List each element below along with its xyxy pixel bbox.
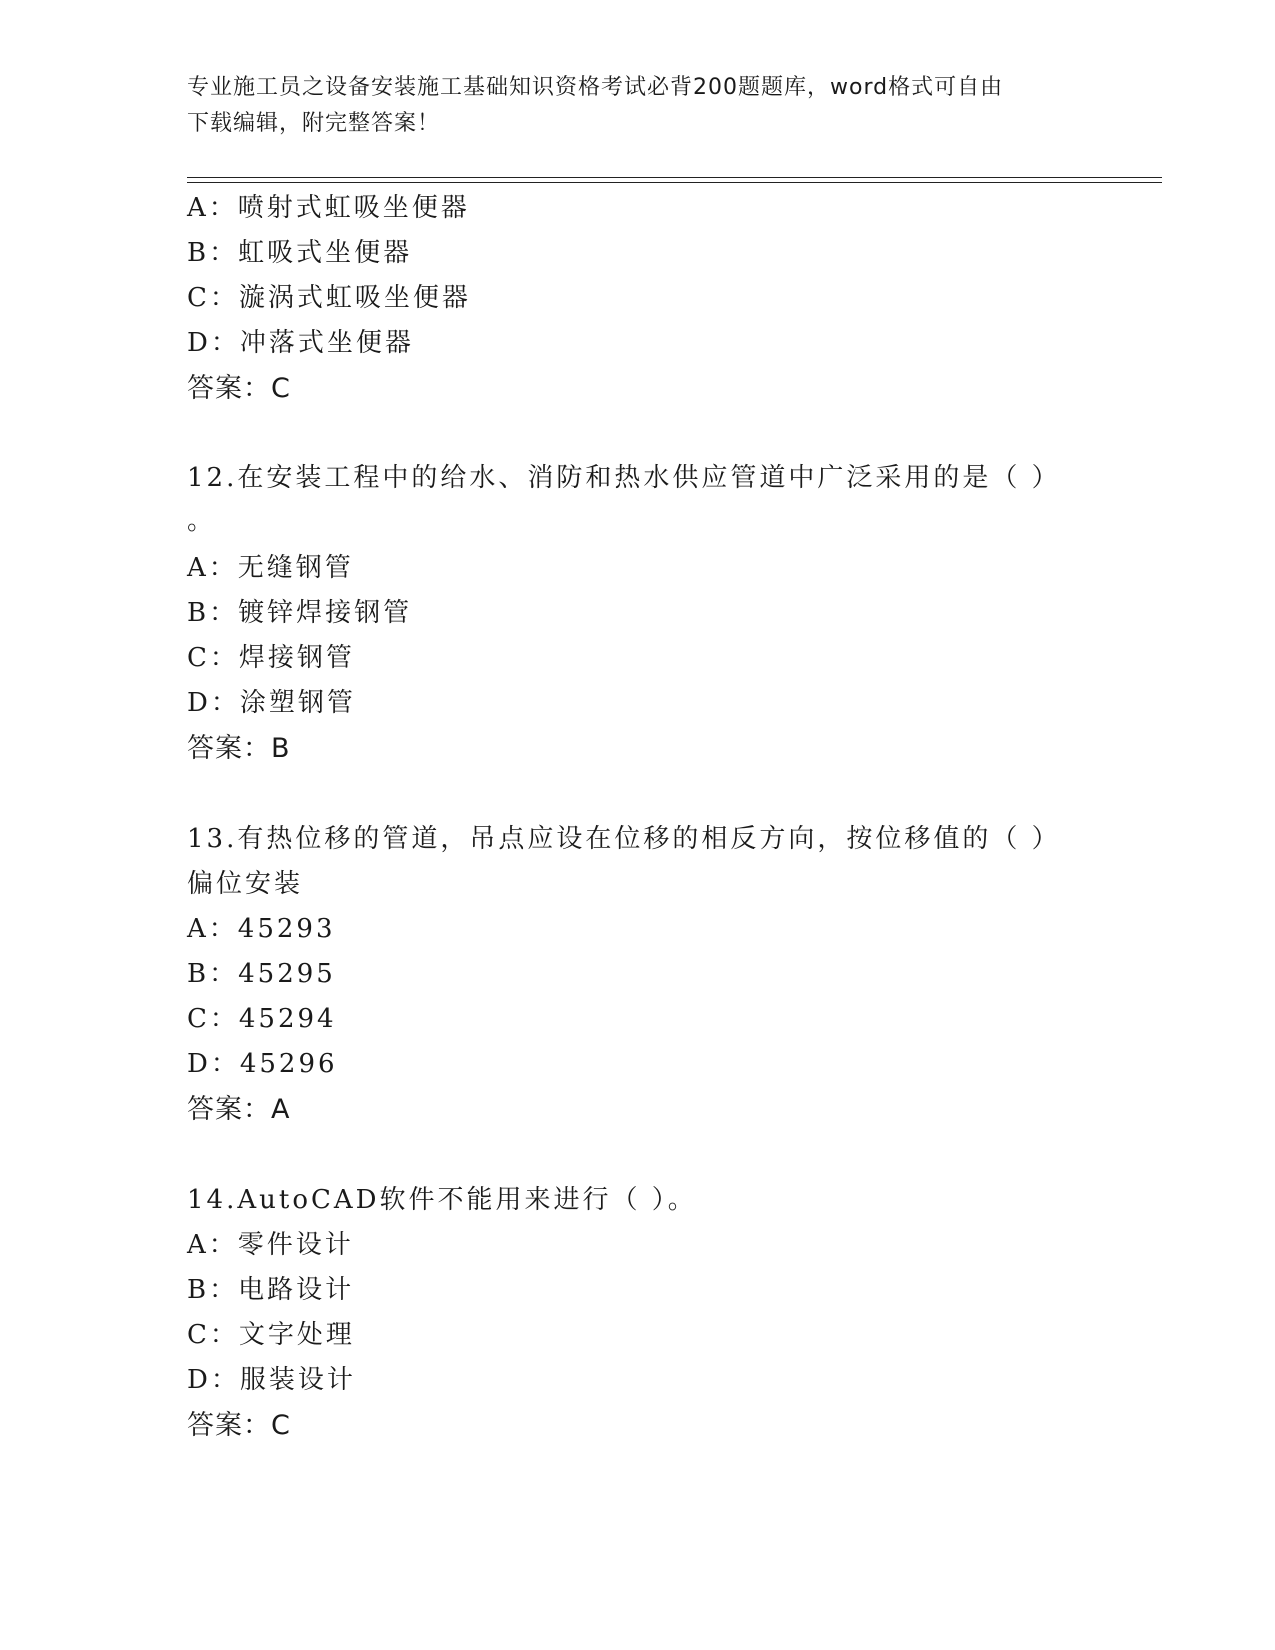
- document-header: [187, 70, 1087, 142]
- q12-option-a: A：无缝钢管: [187, 553, 354, 583]
- q14-option-b: B：电路设计: [187, 1275, 355, 1305]
- q14-option-a: A：零件设计: [187, 1230, 354, 1260]
- header-line-1: 专业施工员之设备安装施工基础知识资格考试必背200题题库，word格式可自由: [187, 75, 1004, 100]
- q11-option-b: B：虹吸式坐便器: [187, 238, 413, 268]
- q13-answer: 答案：A: [187, 1094, 291, 1125]
- q12-option-b: B：镀锌焊接钢管: [187, 598, 413, 628]
- q12-option-c: C：焊接钢管: [187, 643, 355, 673]
- q11-option-c: C：漩涡式虹吸坐便器: [187, 283, 471, 313]
- q11-option-d: D：冲落式坐便器: [187, 328, 414, 358]
- q11-option-a: A：喷射式虹吸坐便器: [187, 193, 470, 223]
- q13-option-c: C：45294: [187, 1004, 337, 1034]
- q14-answer: 答案：C: [187, 1410, 291, 1441]
- q14-option-c: C：文字处理: [187, 1320, 355, 1350]
- q13-question: 13.有热位移的管道，吊点应设在位移的相反方向，按位移值的（ ）: [187, 824, 1061, 854]
- q12-question-cont: 。: [187, 506, 217, 536]
- q12-answer: 答案：B: [187, 733, 291, 764]
- q12-question: 12.在安装工程中的给水、消防和热水供应管道中广泛采用的是（ ）: [187, 463, 1061, 493]
- header-divider-bottom: [187, 182, 1162, 183]
- header-line-2: 下载编辑，附完整答案！: [187, 111, 441, 136]
- q13-option-a: A：45293: [187, 914, 336, 944]
- q12-option-d: D：涂塑钢管: [187, 688, 356, 718]
- q11-answer: 答案：C: [187, 373, 291, 404]
- q14-option-d: D：服装设计: [187, 1365, 356, 1395]
- q13-option-d: D：45296: [187, 1049, 338, 1079]
- q14-question: 14.AutoCAD软件不能用来进行（ ）。: [187, 1185, 697, 1215]
- q13-option-b: B：45295: [187, 959, 336, 989]
- header-divider-top: [187, 177, 1162, 178]
- q13-question-cont: 偏位安装: [187, 869, 304, 899]
